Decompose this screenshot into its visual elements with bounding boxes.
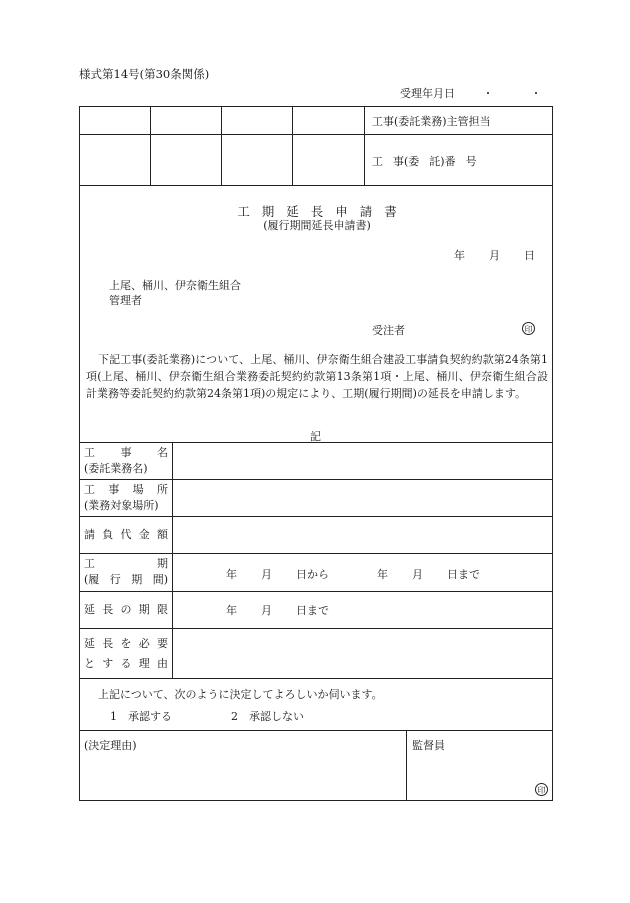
received-date-label: 受理年月日 [400,87,455,100]
grid-line [150,107,151,185]
work-name-label: 工 事 名 (委託業務名) [84,446,168,475]
grid-line [364,107,365,185]
reason-label: 延 長 を 必 要 と す る 理 由 [84,637,168,670]
grid-line [80,479,552,480]
grid-line [80,185,552,186]
grid-line [221,107,222,185]
application-body-text: 下記工事(委託業務)について、上尾、桶川、伊奈衛生組合建設工事請負契約約款第24条第1項(上尾、桶川、伊奈衛生組合業務委託契約約款第13条第1項・上尾、桶川、伊奈衛生組合設計業務等委託契約約款第24条第1項)の規定により、工期(履行期間)の延長を申請します。 [86,353,548,400]
decision-reason-label: (決定理由) [84,739,137,752]
grid-line [80,442,552,443]
form-title: 工 期 延 長 申 請 書 [237,204,397,219]
deadline-label: 延 長 の 期 限 [84,603,168,616]
contract-amount-label: 請 負 代 金 額 [84,528,168,541]
date-dot: ・ [482,87,494,100]
addressee-line1: 上尾、桶川、伊奈衛生組合 [109,279,241,292]
grid-line [80,134,552,135]
grid-line [406,730,407,800]
supervisor-label: 監督員 [412,739,445,752]
deadline-date: 年 月 日まで [226,604,329,617]
seal-icon: 印 [535,783,548,796]
grid-line [80,553,552,554]
date-dot: ・ [530,87,542,100]
grid-line [292,107,293,185]
grid-line [172,442,173,678]
contractor-label: 受注者 [372,324,405,337]
application-form [79,106,553,801]
application-date: 年 月 日 [454,249,535,262]
seal-icon: 印 [522,322,535,335]
option-approve: 1 承認する [110,710,172,723]
work-place-label: 工 事 場 所 (業務対象場所) [84,483,168,512]
period-label: 工 期 (履 行 期 間) [84,557,168,586]
period-from: 年 月 日から [226,568,329,581]
form-subtitle: (履行期間延長申請書) [263,219,371,232]
period-to: 年 月 日まで [377,568,480,581]
number-label: 工 事(委 託)番 号 [372,155,477,168]
option-reject: 2 承認しない [231,710,304,723]
ki-label: 記 [310,430,321,443]
grid-line [80,516,552,517]
form-number: 様式第14号(第30条関係) [79,67,210,81]
addressee-line2: 管理者 [109,294,142,307]
decision-text: 上記について、次のように決定してよろしいか伺います。 [98,688,383,701]
grid-line [80,730,552,731]
grid-line [80,628,552,629]
grid-line [80,678,552,679]
received-date [400,85,551,101]
staff-label: 工事(委託業務)主管担当 [372,115,491,128]
grid-line [80,591,552,592]
